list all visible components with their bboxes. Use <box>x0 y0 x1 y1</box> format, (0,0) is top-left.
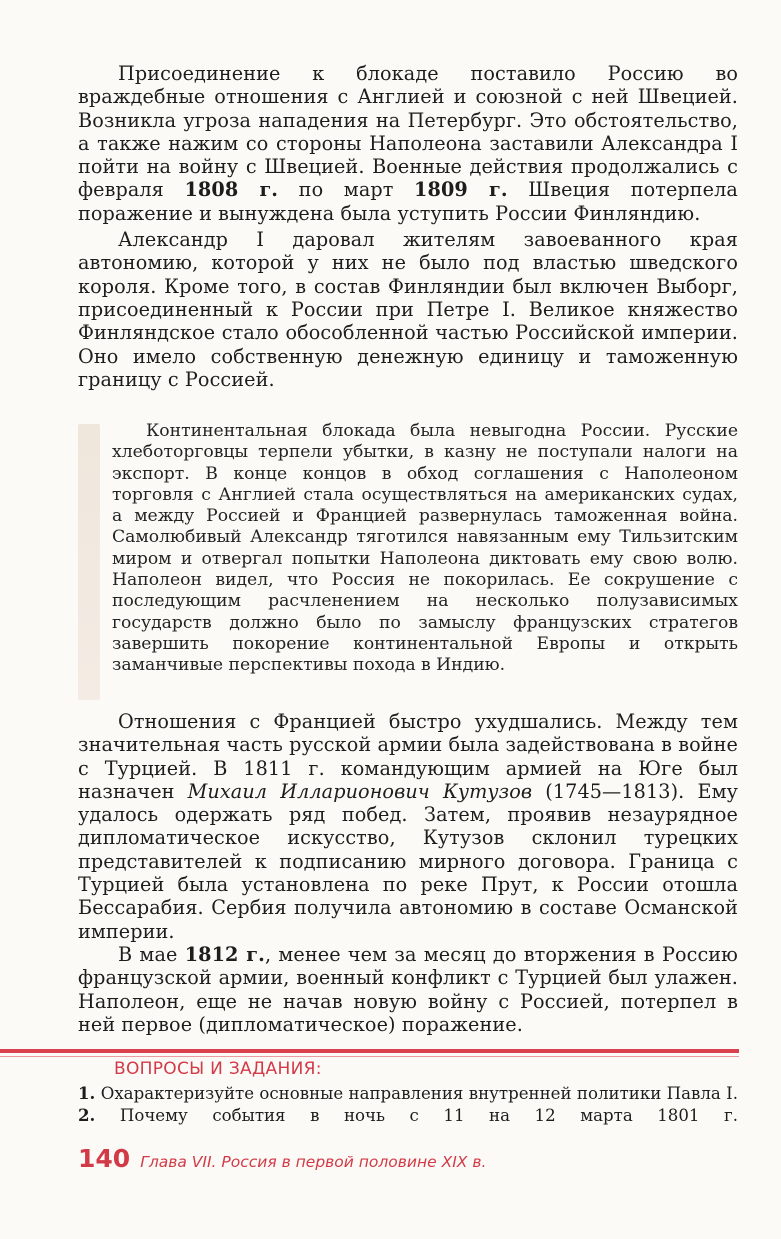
inset-decorative-stripe <box>78 424 100 700</box>
paragraph-sweden-war <box>78 62 738 225</box>
paragraph-turkey-war <box>78 710 738 943</box>
question-text: Охарактеризуйте основные направления внутренней политики Павла I. <box>95 1084 738 1103</box>
text-run: Отношения с Францией быстро ухудшались. Между тем значительная часть русской армии была задействована в войне с Турцией. В 1811 г. командующим армией на Юге был назначен <box>78 710 738 803</box>
running-title: Глава VII. Россия в первой половине XIX в. <box>140 1153 487 1171</box>
questions-heading: ВОПРОСЫ И ЗАДАНИЯ: <box>114 1059 322 1079</box>
question-number: 1. <box>78 1083 96 1103</box>
person-name-italic: Михаил Илларионович Кутузов <box>187 779 533 803</box>
main-text-block-2 <box>78 710 738 1036</box>
page-footer <box>78 1144 486 1173</box>
date-bold: 1812 г. <box>184 942 265 966</box>
section-divider <box>0 1049 739 1053</box>
question-text: Почему события в ночь с 11 на 12 марта 1801 г. <box>95 1105 738 1125</box>
text-run: , менее чем за месяц до вторжения в Россию французской армии, военный конфликт с Турцией был улажен. Наполеон, еще не начав новую войну с Россией, потерпел в ней первое (дипломатическое) поражение. <box>78 942 738 1036</box>
text-run: по март <box>278 178 415 202</box>
inset-continental-blockade <box>112 421 738 677</box>
paragraph-finland-autonomy: Александр I даровал жителям завоеванного края автономию, которой у них не было под властью шведского короля. Кроме того, в состав Финляндии был включен Выборг, присоединенный к России при Петре I. Великое княжество Финляндское стало обособленной частью Российской империи. Оно имело собственную денежную единицу и таможенную границу с Россией. <box>78 228 738 391</box>
paragraph-may-1812 <box>78 943 738 1036</box>
questions-list <box>78 1083 738 1126</box>
date-bold: 1808 г. <box>184 178 279 202</box>
text-run: Присоединение к блокаде поставило Россию во враждебные отношения с Англией и союзной с ней Швецией. Возникла угроза нападения на Петербург. Это обстоятельство, а также нажим со стороны Наполеона заставили Александра I пойти на войну с Швецией. Военные действия продолжались с февраля <box>78 62 738 202</box>
main-text-block-1 <box>78 62 738 391</box>
text-run: (1745—1813). Ему удалось одержать ряд побед. Затем, проявив незаурядное дипломатическое искусство, Кутузов склонил турецких представителей к подписанию мирного договора. Граница с Турцией была установлена по реке Прут, к России отошла Бессарабия. Сербия получила автономию в составе Османской империи. <box>78 779 738 943</box>
question-number: 2. <box>78 1104 96 1125</box>
text-run: Швеция потерпела поражение и вынуждена была уступить России Финляндию. <box>78 178 738 225</box>
inset-paragraph: Континентальная блокада была невыгодна России. Русские хлеботорговцы терпели убытки, в казну не поступали налоги на экспорт. В конце концов в обход соглашения с Наполеоном торговля с Англией стала осуществляться на американских судах, а между Россией и Францией развернулась таможенная война. Самолюбивый Александр тяготился навязанным ему Тильзитским миром и отвергал попытки Наполеона диктовать ему свою волю. Наполеон видел, что Россия не покорилась. Ее сокрушение с последующим расчленением на несколько полузависимых государств должно было по замыслу французских стратегов завершить покорение континентальной Европы и открыть заманчивые перспективы похода в Индию. <box>112 421 738 676</box>
section-divider-thin <box>0 1056 739 1057</box>
page-number: 140 <box>78 1144 131 1173</box>
text-run: В мае <box>118 942 185 966</box>
date-bold: 1809 г. <box>414 178 508 202</box>
